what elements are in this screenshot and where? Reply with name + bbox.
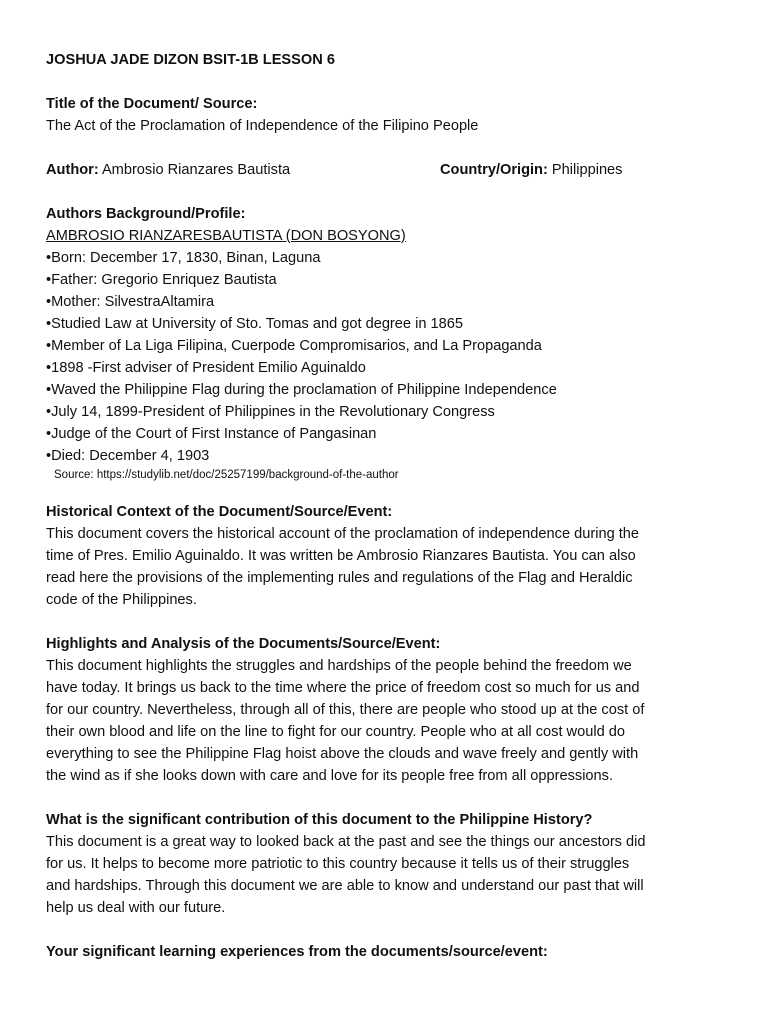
highlights-label: Highlights and Analysis of the Documents/Source/Event: [46, 636, 441, 652]
paragraph-line: their own blood and life on the line to fight for our country. People who at all cost would do [46, 724, 625, 740]
author-field [46, 159, 440, 181]
background-item: •Mother: SilvestraAltamira [46, 294, 215, 310]
background-item: •Born: December 17, 1830, Binan, Laguna [46, 250, 321, 266]
document-header: JOSHUA JADE DIZON BSIT-1B LESSON 6 [46, 52, 335, 68]
paragraph-line: read here the provisions of the implementing rules and regulations of the Flag and Heraldic [46, 570, 633, 586]
country-value: Philippines [551, 162, 623, 178]
paragraph-line: everything to see the Philippine Flag hoist above the clouds and wave freely and gently with [46, 746, 639, 762]
paragraph-line: code of the Philippines. [46, 592, 197, 608]
paragraph-line: This document is a great way to looked back at the past and see the things our ancestors did [46, 834, 646, 850]
country-field [440, 159, 622, 181]
title-value: The Act of the Proclamation of Independence of the Filipino People [46, 118, 479, 134]
background-item: •July 14, 1899-President of Philippines in the Revolutionary Congress [46, 404, 495, 420]
background-item: •Waved the Philippine Flag during the proclamation of Philippine Independence [46, 382, 557, 398]
paragraph-line: This document covers the historical account of the proclamation of independence during the [46, 526, 640, 542]
background-item: •Father: Gregorio Enriquez Bautista [46, 272, 277, 288]
historical-context-label: Historical Context of the Document/Source/Event: [46, 504, 393, 520]
background-item: •Judge of the Court of First Instance of Pangasinan [46, 426, 377, 442]
paragraph-line: have today. It brings us back to the time where the price of freedom cost so much for us and [46, 680, 640, 696]
contribution-label: What is the significant contribution of this document to the Philippine History? [46, 812, 593, 828]
author-label: Author: [46, 162, 99, 178]
background-item: •Member of La Liga Filipina, Cuerpode Compromisarios, and La Propaganda [46, 338, 542, 354]
paragraph-line: and hardships. Through this document we are able to know and understand our past that will [46, 878, 644, 894]
author-row [46, 159, 746, 181]
paragraph-line: help us deal with our future. [46, 900, 226, 916]
background-item: •Died: December 4, 1903 [46, 448, 210, 464]
background-label: Authors Background/Profile: [46, 206, 246, 222]
title-label: Title of the Document/ Source: [46, 96, 258, 112]
learning-label: Your significant learning experiences from the documents/source/event: [46, 944, 548, 960]
source-citation: Source: https://studylib.net/doc/25257199/background-of-the-author [54, 469, 399, 481]
background-item: •1898 -First adviser of President Emilio Aguinaldo [46, 360, 366, 376]
author-value: Ambrosio Rianzares Bautista [101, 162, 291, 178]
background-item: •Studied Law at University of Sto. Tomas and got degree in 1865 [46, 316, 463, 332]
document-page [46, 49, 746, 963]
paragraph-line: time of Pres. Emilio Aguinaldo. It was written be Ambrosio Rianzares Bautista. You can also [46, 548, 636, 564]
author-full-name: AMBROSIO RIANZARESBAUTISTA (DON BOSYONG) [46, 228, 406, 244]
paragraph-line: for our country. Nevertheless, through all of this, there are people who stood up at the cost of [46, 702, 645, 718]
country-label: Country/Origin: [440, 162, 548, 178]
paragraph-line: This document highlights the struggles and hardships of the people behind the freedom we [46, 658, 632, 674]
paragraph-line: the wind as if she looks down with care and love for its people free from all oppressions. [46, 768, 614, 784]
paragraph-line: for us. It helps to become more patriotic to this country because it tells us of their struggles [46, 856, 630, 872]
